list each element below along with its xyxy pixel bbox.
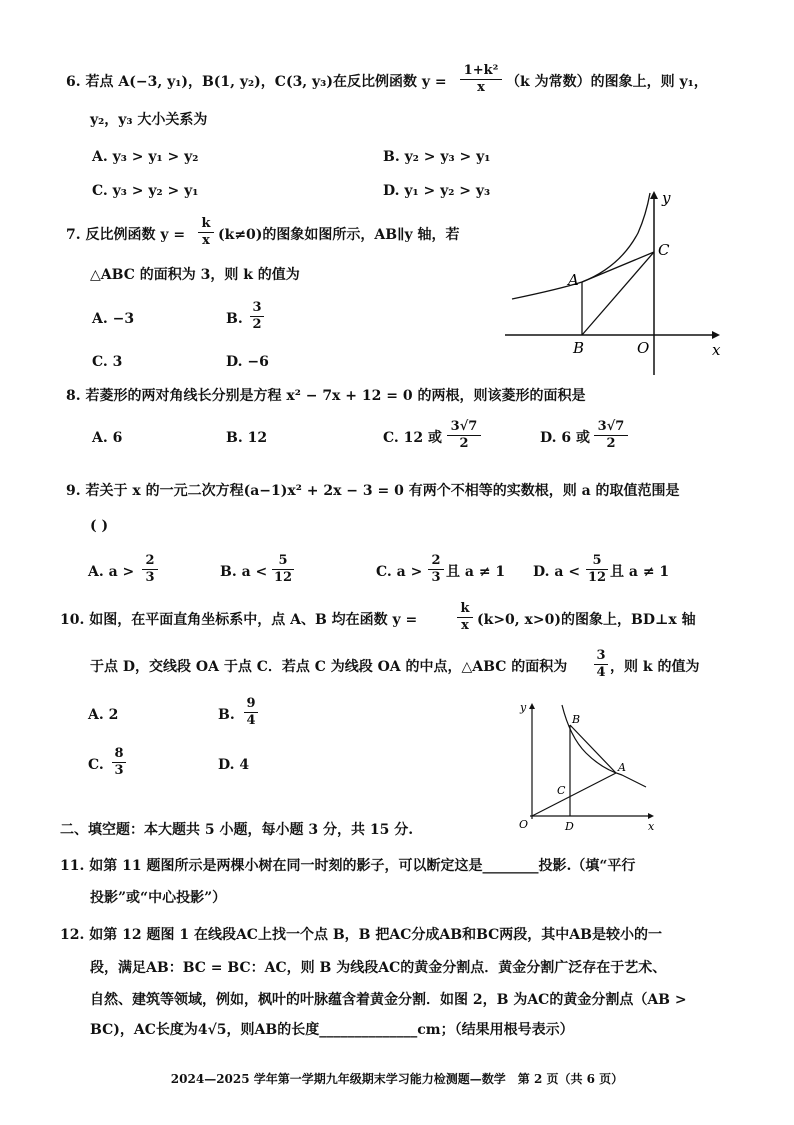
q10-y-arrow bbox=[529, 703, 535, 709]
q10-stem-c: 于点 D，交线段 OA 于点 C．若点 C 为线段 OA 的中点，△ABC 的面积为 bbox=[90, 659, 568, 675]
q8-option-d-num: 3√7 bbox=[597, 419, 625, 434]
q7-option-b-den: 2 bbox=[250, 316, 264, 333]
q8-option-c: C. 12 或 bbox=[383, 430, 443, 446]
q10-stem-a: 10. 如图，在平面直角坐标系中，点 A、B 均在函数 y = bbox=[60, 612, 418, 628]
q7-frac-den: x bbox=[198, 232, 214, 249]
q6-stem-tail: （k 为常数）的图象上，则 y₁， bbox=[506, 74, 708, 90]
q9-option-d-den: 12 bbox=[587, 570, 607, 585]
q10-area-fraction bbox=[594, 648, 608, 681]
q6-option-a: A. y₃ > y₁ > y₂ bbox=[92, 149, 199, 165]
q7-label-o: O bbox=[637, 339, 650, 357]
q10-label-x: x bbox=[648, 820, 655, 833]
q10-label-y: y bbox=[520, 701, 527, 714]
q9-option-c-suffix: 且 a ≠ 1 bbox=[446, 564, 506, 580]
q9-option-d-num: 5 bbox=[592, 553, 602, 568]
q8-option-a: A. 6 bbox=[92, 430, 123, 446]
q9-option-b: B. a < bbox=[220, 564, 268, 580]
q10-option-b-den: 4 bbox=[244, 712, 258, 729]
q7-option-a: A. −3 bbox=[92, 311, 135, 327]
q10-area-num: 3 bbox=[596, 648, 606, 663]
q7-option-b: B. bbox=[226, 311, 243, 327]
q9-option-b-num: 5 bbox=[278, 553, 288, 568]
q7-label-c: C bbox=[658, 241, 670, 259]
page-footer: 2024—2025 学年第一学期九年级期末学习能力检测题—数学 第 2 页（共 6 页） bbox=[170, 1072, 624, 1086]
q10-option-d: D. 4 bbox=[218, 757, 250, 773]
q6-line2: y₂，y₃ 大小关系为 bbox=[90, 112, 208, 128]
q7-segment-ac bbox=[582, 252, 654, 282]
q7-line2: △ABC 的面积为 3，则 k 的值为 bbox=[90, 267, 300, 283]
q10-x-arrow bbox=[648, 813, 654, 819]
q12-line1: 12. 如第 12 题图 1 在线段AC上找一个点 B，B 把AC分成AB和BC两段，其中AB是较小的一 bbox=[60, 927, 662, 943]
q7-fraction bbox=[198, 216, 214, 249]
q12-line4: BC)，AC长度为4√5，则AB的长度______________cm；（结果用根号表示） bbox=[90, 1022, 574, 1038]
q7-option-d: D. −6 bbox=[226, 354, 269, 370]
q6-option-b: B. y₂ > y₃ > y₁ bbox=[383, 149, 491, 165]
q9-option-c-den: 3 bbox=[428, 569, 444, 586]
q8-option-d-den: 2 bbox=[594, 435, 628, 452]
q6-frac-num: 1+k² bbox=[463, 63, 499, 78]
q9-option-c-fraction bbox=[428, 553, 444, 586]
q8-option-b: B. 12 bbox=[226, 430, 268, 446]
q10-label-b: B bbox=[572, 713, 581, 726]
q8-option-c-num: 3√7 bbox=[450, 419, 478, 434]
q6-fraction bbox=[460, 63, 502, 96]
q7-hyperbola bbox=[512, 193, 650, 299]
q7-frac-num: k bbox=[201, 216, 211, 231]
q10-frac-num: k bbox=[460, 601, 470, 616]
q10-option-c: C. bbox=[88, 757, 104, 773]
q10-segment-ab bbox=[570, 725, 616, 773]
q7-option-b-fraction bbox=[250, 300, 264, 333]
q7-option-b-num: 3 bbox=[252, 300, 262, 315]
q7-label-x: x bbox=[712, 341, 721, 359]
q10-label-a: A bbox=[618, 761, 626, 774]
q6-option-c: C. y₃ > y₂ > y₁ bbox=[92, 183, 199, 199]
q11-line1: 11. 如第 11 题图所示是两棵小树在同一时刻的影子，可以断定这是________投影.（填“平行 bbox=[60, 858, 636, 874]
q9-option-c: C. a > bbox=[376, 564, 423, 580]
q10-frac-den: x bbox=[457, 617, 473, 634]
q6-stem: 6. 若点 A(−3, y₁)，B(1, y₂)，C(3, y₃)在反比例函数 y = bbox=[66, 74, 447, 90]
q10-label-c: C bbox=[557, 784, 566, 797]
q9-option-b-fraction bbox=[272, 553, 294, 586]
q7-figure bbox=[500, 185, 730, 380]
q8-option-c-fraction bbox=[447, 419, 481, 452]
q10-option-c-den: 3 bbox=[112, 762, 126, 779]
q9-option-d-fraction bbox=[586, 553, 608, 586]
q10-option-c-fraction bbox=[112, 746, 126, 779]
q10-option-b: B. bbox=[218, 707, 235, 723]
q9-option-a-den: 3 bbox=[142, 569, 158, 586]
q9-paren: ( ) bbox=[90, 518, 109, 534]
q7-option-c: C. 3 bbox=[92, 354, 123, 370]
q7-stem-b: (k≠0)的图象如图所示，AB∥y 轴，若 bbox=[218, 227, 460, 243]
q7-segment-bc bbox=[582, 252, 654, 335]
q10-option-b-fraction bbox=[244, 696, 258, 729]
q8-stem: 8. 若菱形的两对角线长分别是方程 x² − 7x + 12 = 0 的两根，则该菱形的面积是 bbox=[66, 388, 586, 404]
q9-stem: 9. 若关于 x 的一元二次方程(a−1)x² + 2x − 3 = 0 有两个不相等的实数根，则 a 的取值范围是 bbox=[66, 483, 680, 499]
q10-area-den: 4 bbox=[594, 664, 608, 681]
q9-option-a: A. a > bbox=[88, 564, 135, 580]
q10-option-b-num: 9 bbox=[246, 696, 256, 711]
q8-option-d: D. 6 或 bbox=[540, 430, 591, 446]
q10-figure bbox=[510, 695, 660, 835]
q11-line2: 投影”或“中心投影”） bbox=[90, 890, 227, 906]
q10-option-c-num: 8 bbox=[114, 746, 124, 761]
q9-option-d-suffix: 且 a ≠ 1 bbox=[610, 564, 670, 580]
q9-option-c-num: 2 bbox=[431, 553, 441, 568]
q9-option-a-fraction bbox=[142, 553, 158, 586]
q10-stem-d: ，则 k 的值为 bbox=[610, 659, 700, 675]
q10-segment-oa bbox=[532, 773, 616, 816]
q7-label-b: B bbox=[573, 339, 585, 357]
q12-line3: 自然、建筑等领域，例如，枫叶的叶脉蕴含着黄金分割．如图 2，B 为AC的黄金分割点（AB > bbox=[90, 992, 687, 1008]
section-fill-in-heading: 二、填空题：本大题共 5 小题，每小题 3 分，共 15 分. bbox=[60, 822, 414, 838]
q8-option-d-fraction bbox=[594, 419, 628, 452]
q10-label-o: O bbox=[519, 818, 529, 831]
q12-line2: 段，满足AB：BC = BC：AC，则 B 为线段AC的黄金分割点．黄金分割广泛存在于艺术、 bbox=[90, 960, 667, 976]
q6-line1 bbox=[66, 72, 447, 92]
q6-frac-den: x bbox=[460, 79, 502, 96]
q10-label-d: D bbox=[565, 820, 574, 833]
q7-label-y: y bbox=[662, 189, 671, 207]
q7-label-a: A bbox=[568, 271, 579, 289]
q6-option-d: D. y₁ > y₂ > y₃ bbox=[383, 183, 491, 199]
q7-stem-a: 7. 反比例函数 y = bbox=[66, 227, 186, 243]
q10-option-a: A. 2 bbox=[88, 707, 119, 723]
q10-stem-b: (k>0, x>0)的图象上，BD⊥x 轴 bbox=[477, 612, 696, 628]
q9-option-a-num: 2 bbox=[145, 553, 155, 568]
q7-y-arrow bbox=[650, 191, 658, 199]
q10-fraction bbox=[457, 601, 473, 634]
q9-option-b-den: 12 bbox=[273, 570, 293, 585]
q9-option-d: D. a < bbox=[533, 564, 581, 580]
q8-option-c-den: 2 bbox=[447, 435, 481, 452]
q7-x-arrow bbox=[712, 331, 720, 339]
